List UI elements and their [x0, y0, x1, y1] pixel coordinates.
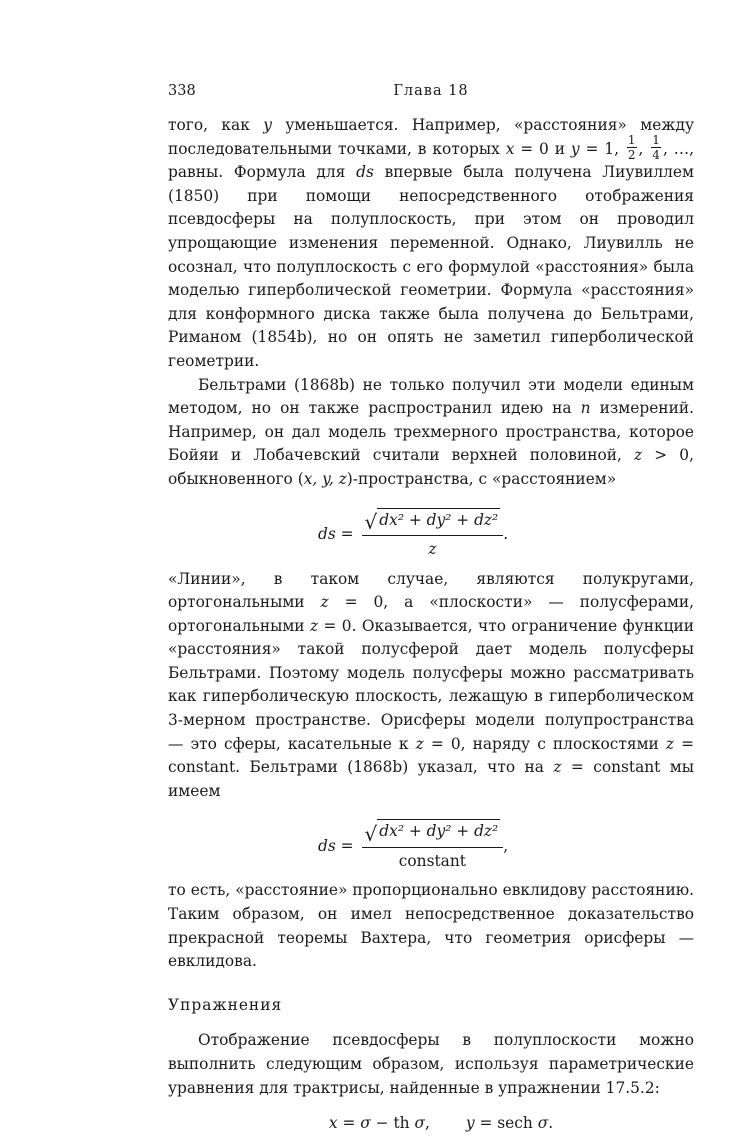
- paragraph-2: Бельтрами (1868b) не только получил эти модели единым методом, но он также распространил идею на n измерений. Например, он дал модель трехмерного пространства, которое Бойяи и Лобачевский считали верхней половиной, z > 0, обыкновенного (x, y, z)-пространства, с «расстоянием»: [168, 375, 694, 488]
- fraction-one-half: $\frac{1}{2}$: [627, 133, 636, 163]
- chapter-title: Глава 18: [393, 83, 469, 99]
- radicand: dx² + dy² + dz²: [377, 508, 500, 533]
- radicand: dx² + dy² + dz²: [377, 819, 500, 844]
- equation-lhs: ds =: [318, 524, 354, 543]
- paragraph-1: того, как y уменьшается. Например, «расстояния» между последовательными точками, в которых x = 0 и y = 1, $\frac{1}{2}$ , $\frac{1}{4}$ , …, равны. Формула для ds впервые была получена Лиувиллем (1850) при помощи непосредственного отображения псевдосферы на полуплоскость, при этом он проводил упрощающие изменения переменной. Однако, Лиувилль не осознал, что полуплоскость с его формулой «расстояния» была моделью гиперболической геометрии. Формула «расстояния» для конформного диска также была получена до Бельтрами, Риманом (1854b), но он опять не заметил гиперболической геометрии.: [168, 116, 695, 370]
- page-body: [168, 80, 694, 1136]
- equation-ds-constant: ds = √ dx² + dy² + dz² constant ,: [168, 811, 694, 875]
- page-number: 338: [168, 83, 196, 99]
- sqrt-symbol: √: [364, 822, 378, 847]
- paragraph-5: Отображение псевдосферы в полуплоскости можно выполнить следующим образом, используя параметрические уравнения для трактрисы, найденные в упражнении 17.5.2:: [168, 1031, 694, 1097]
- sqrt-symbol: √: [364, 510, 378, 535]
- equation-tractrix: x = σ − th σ, y = sech σ.: [328, 1114, 554, 1133]
- paragraph-3: «Линии», в таком случае, являются полукругами, ортогональными z = 0, а «плоскости» — полусферами, ортогональными z = 0. Оказывается, что ограничение функции «расстояния» такой полусферой дает модель полусферы Бельтрами. Поэтому модель полусферы можно рассматривать как гиперболическую плоскость, лежащую в гиперболическом 3-мерном пространстве. Орисферы модели полупространства — это сферы, касательные к z = 0, наряду с плоскостями z = constant. Бельтрами (1868b) указал, что на z = constant мы имеем: [168, 569, 695, 800]
- denominator: z: [428, 540, 437, 559]
- paragraph-4: то есть, «расстояние» пропорционально евклидову расстоянию. Таким образом, он имел непосредственное доказательство прекрасной теоремы Вахтера, что геометрия орисферы — евклидова.: [168, 881, 694, 971]
- equation-ds-z: ds = √ dx² + dy² + dz² z .: [168, 500, 694, 564]
- equation-lhs: ds =: [318, 836, 354, 855]
- section-heading: Упражнения: [168, 995, 283, 1014]
- fraction-one-quarter: $\frac{1}{4}$: [652, 133, 660, 163]
- running-head: [168, 80, 694, 104]
- denominator: constant: [398, 852, 466, 871]
